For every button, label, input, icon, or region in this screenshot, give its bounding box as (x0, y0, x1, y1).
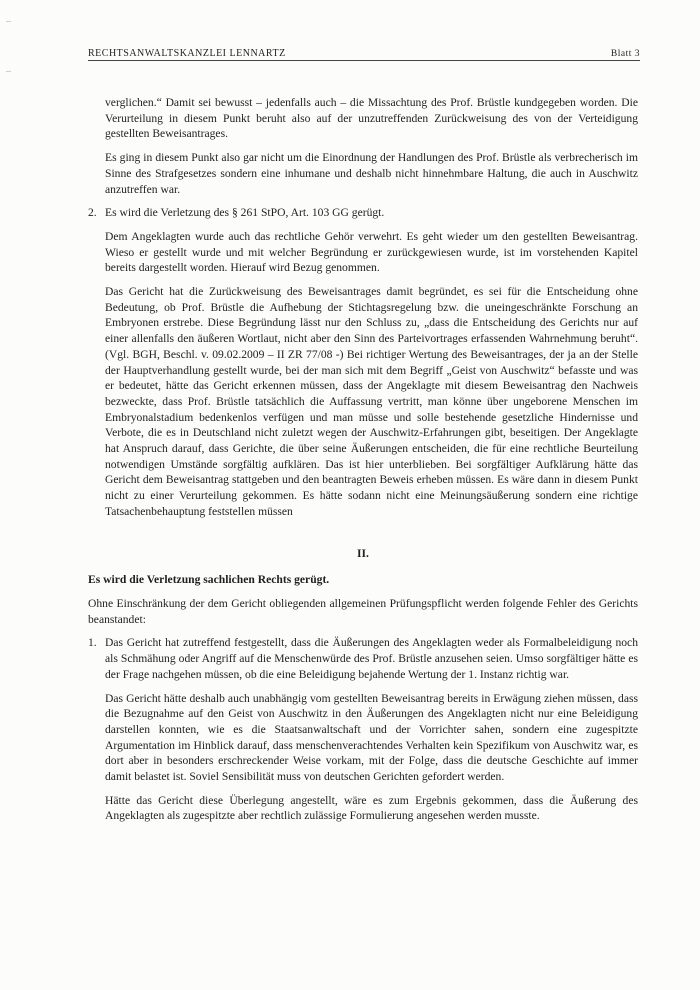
item-text: Es wird die Verletzung des § 261 StPO, Art. 103 GG gerügt. (105, 206, 385, 220)
paragraph: Hätte das Gericht diese Überlegung angestellt, wäre es zum Ergebnis gekommen, dass die Äußerung des Angeklagten als zugespitzte aber rechtlich zulässige Formulierung angesehen werden musste. (105, 793, 638, 823)
page-header (88, 45, 640, 61)
paragraph: verglichen.“ Damit sei bewusst – jedenfalls auch – die Missachtung des Prof. Brüstle kundgegeben worden. Die Verurteilung in diesem Punkt beruht also auf der unzutreffenden Zurückweisung des von der Verteidigung gestellten Beweisantrages. (105, 96, 638, 141)
paragraph: Ohne Einschränkung der dem Gericht obliegenden allgemeinen Prüfungspflicht werden folgende Fehler des Gerichts beanstandet: (88, 596, 638, 626)
paragraph: Es ging in diesem Punkt also gar nicht um die Einordnung der Handlungen des Prof. Brüstle als verbrecherisch im Sinne des Strafgesetzes sondern eine inhumane und deshalb nicht hinnehmbare Haltung, die auch in Auschwitz anzutreffen war. (105, 151, 638, 196)
numbered-item (88, 635, 638, 682)
item-number: 2. (88, 206, 97, 220)
numbered-item (88, 205, 638, 221)
punch-mark-top: – (6, 16, 11, 27)
paragraph: Das Gericht hat die Zurückweisung des Beweisantrages damit begründet, es sei für die Entscheidung ohne Bedeutung, ob Prof. Brüstle die Aufhebung der Stichtagsregelung bzw. die uneingeschränkte Forschung an Embryonen erstrebe. Diese Begründung lässt nur den Schluss zu, „dass die Entscheidung des Gerichts nur auf einer allenfalls den äußeren Wortlaut, nicht aber den Sinn des Parteivortrages erfassenden Wahrnehmung beruht“. (Vgl. BGH, Beschl. v. 09.02.2009 – II ZR 77/08 -) Bei richtiger Wertung des Beweisantrages, der ja an der Stelle der Hauptverhandlung gestellt wurde, bei der man sich mit dem Begriff „Geist von Auschwitz“ befasste und was er bedeutet, hätte das Gericht erkennen müssen, dass der Angeklagte mit diesem Beweisantrag den Nachweis bezweckte, dass Prof. Brüstle tatsächlich die Auffassung vertritt, man könne über ungeborene Menschen im Embryonalstadium bedenkenlos verfügen und man müsse und solle bestehende gesetzliche Hindernisse und Verbote, die es in Deutschland nicht zuletzt wegen der Auschwitz-Erfahrungen gibt, beseitigen. Der Angeklagte hat Anspruch darauf, dass Gerichte, die über seine Äußerungen entscheiden, die für eine rechtliche Beurteilung notwendigen Umstände sorgfältig aufklären. Das ist hier unterblieben. Bei sorgfältiger Aufklärung hätte das Gericht dem Beweisantrag stattgeben und den beantragten Beweis erheben müssen. Es wäre dann in diesem Punkt nicht zu einer Verurteilung gekommen. Es hätte sodann nicht eine Meinungsäußerung sondern eine richtige Tatsachenbehauptung feststellen müssen (105, 285, 638, 518)
punch-mark-bottom: – (6, 66, 11, 77)
section-heading: Es wird die Verletzung sachlichen Rechts gerügt. (88, 573, 330, 587)
law-firm-name: RECHTSANWALTSKANZLEI LENNARTZ (88, 48, 286, 59)
page-number: Blatt 3 (610, 49, 640, 59)
paragraph: Das Gericht hätte deshalb auch unabhängig vom gestellten Beweisantrag bereits in Erwägung ziehen müssen, dass die Bezugnahme auf den Geist von Auschwitz in den Äußerungen des Angeklagten nicht nur eine Beleidigung darstellen konnten, wie es die Staatsanwaltschaft und der Vorrichter sahen, sondern eine zugespitzte Argumentation im Hinblick darauf, dass menschenverachtendes Verhalten kein Spezifikum von Auschwitz war, es dort aber in besonders erschreckender Weise vorkam, mit der Folge, dass die deutsche Geschichte auf immer damit belastet ist. Soviel Sensibilität muss von deutschen Gerichten gefordert werden. (105, 691, 638, 784)
paragraph: Dem Angeklagten wurde auch das rechtliche Gehör verwehrt. Es geht wieder um den gestellten Beweisantrag. Wieso er gestellt wurde und mit welcher Begründung er zurückgewiesen wurde, ist im vorstehenden Kapitel bereits dargestellt worden. Hierauf wird Bezug genommen. (105, 229, 638, 275)
item-text: Das Gericht hat zutreffend festgestellt, dass die Äußerungen des Angeklagten weder als Formalbeleidigung noch als Schmähung oder Angriff auf die Menschenwürde des Prof. Brüstle anzusehen seien. Umso sorgfältiger hätte es der Frage nachgehen müssen, ob die eine Beleidigung bejahende Wertung der 1. Instanz richtig war. (105, 636, 638, 681)
section-number: II. (357, 546, 369, 560)
document-body (88, 95, 638, 824)
item-number: 1. (88, 636, 97, 650)
